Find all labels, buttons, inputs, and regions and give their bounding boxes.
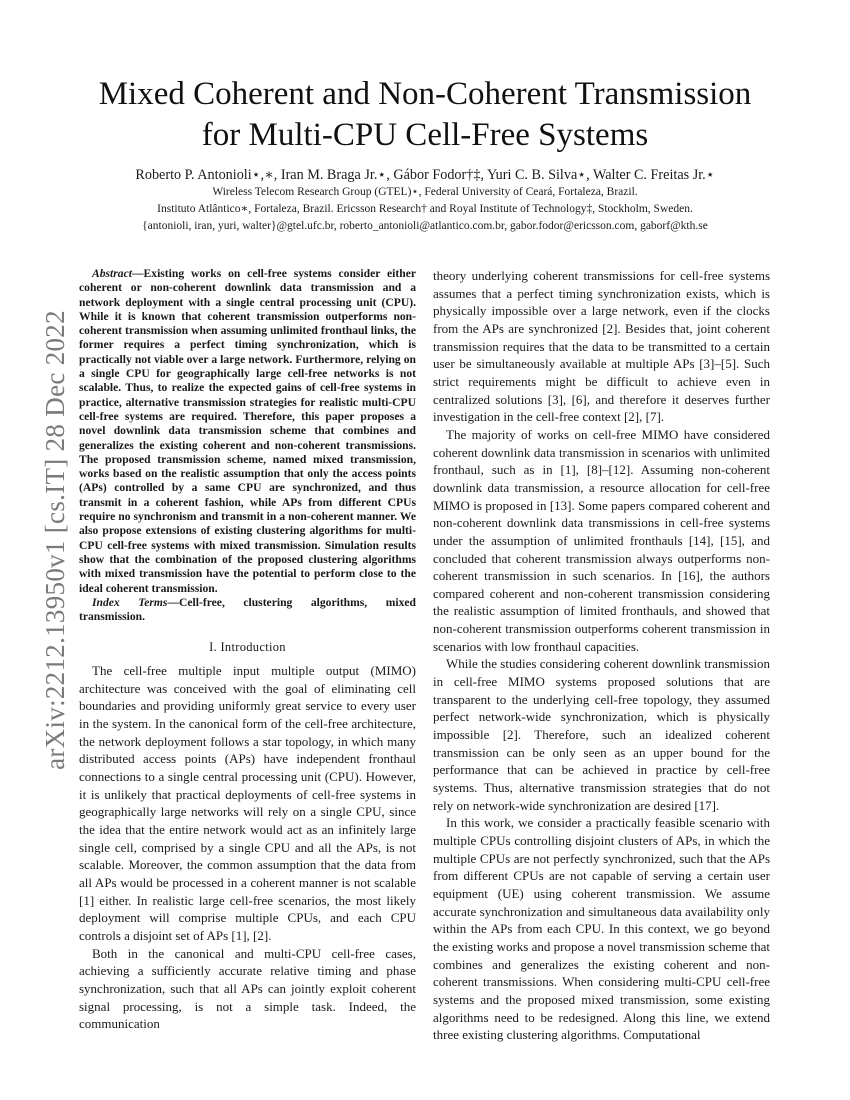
affiliation-line-1: Wireless Telecom Research Group (GTEL)⋆, Federal University of Ceará, Fortaleza, Brazil. (212, 186, 638, 198)
affiliation-line-2: Instituto Atlântico∗, Fortaleza, Brazil. Ericsson Research† and Royal Institute of Technology‡, Stockholm, Sweden. (157, 203, 693, 215)
body-paragraph: While the studies considering coherent downlink transmission in cell-free MIMO systems proposed solutions that are transparent to the underlying cell-free topology, they assumed perfect network-wide synchronization, which is physically impossible [2]. Therefore, such an idealized coherent transmission can be only seen as an upper bound for the performance that can be achieved in practice by cell-free systems. Thus, alternative transmission strategies that do not rely on network-wide synchronization are desired [17]. (433, 656, 770, 813)
abstract-text: —Existing works on cell-free systems consider either coherent or non-coherent downlink data transmission and a network deployment with a single central processing unit (CPU). While it is known that coherent transmission outperforms non-coherent transmission when assuming unlimited fronthaul links, the former requires a perfect timing synchronization, which is practically not viable over a large network. Furthermore, relying on a single CPU for geographically large cell-free networks is not scalable. Thus, to realize the expected gains of cell-free systems in practice, alternative transmission strategies for realistic multi-CPU cell-free systems are required. Therefore, this paper proposes a novel downlink data transmission scheme that combines and generalizes the existing coherent and non-coherent transmissions. The proposed transmission scheme, named mixed transmission, works based on the realistic assumption that only the access points (APs) controlled by a same CPU are synchronized, and thus transmit in a coherent fashion, while APs from different CPUs require no synchronism and transmit in a non-coherent manner. We also propose extensions of existing clustering algorithms for multi-CPU cell-free systems with mixed transmission. Simulation results show that the combination of the proposed clustering algorithms with mixed transmission have the potential to perform close to the ideal coherent transmission. (79, 267, 416, 595)
body-paragraph: Both in the canonical and multi-CPU cell-free cases, achieving a sufficiently accurate relative timing and phase synchronization, such that all APs can jointly exploit coherent signal processing, is not a simple task. Indeed, the communication (79, 945, 416, 1032)
right-column (433, 267, 770, 1044)
author-list: Roberto P. Antonioli⋆,∗, Iran M. Braga Jr.⋆, Gábor Fodor†‡, Yuri C. B. Silva⋆, Walter C. Freitas Jr.⋆ (135, 167, 715, 183)
paper-title (60, 74, 790, 156)
index-terms-text: —Cell-free, clustering algorithms, mixed transmission. (79, 595, 416, 624)
index-terms-lead: Index Terms (92, 595, 168, 609)
title-line-2: for Multi-CPU Cell-Free Systems (201, 117, 649, 153)
body-paragraph: The majority of works on cell-free MIMO have considered coherent downlink data transmission in scenarios with unlimited fronthaul, such as in [1], [8]–[12]. Assuming non-coherent downlink data transmission, a resource allocation for cell-free MIMO is proposed in [13]. Some papers compared coherent and non-coherent downlink data transmissions in cell-free systems under the assumption of unlimited fronthauls [14], [15], and concluded that coherent transmission always outperforms non-coherent transmission in such scenarios. In [16], the authors compared coherent and non-coherent transmission considering the realistic assumption of limited fronthauls, and showed that non-coherent transmission outperforms coherent transmission in scenarios with low fronthaul capacities. (433, 426, 770, 654)
body-paragraph: In this work, we consider a practically feasible scenario with multiple CPUs controlling disjoint clusters of APs, in which the multiple CPUs are not perfectly synchronized, such that the APs from different CPUs are not capable of serving a certain user equipment (UE) using coherent transmission. We assume accurate synchronization and simultaneous data availability only within the APs from each CPU. In this context, we go beyond the existing works and propose a novel transmission scheme that combines and generalizes the existing coherent and non-coherent transmissions. When considering multi-CPU cell-free systems and the proposed mixed transmission, some existing algorithms need to be redesigned. Along this line, we extend three existing clustering algorithms. Computational (433, 815, 770, 1043)
body-paragraph: theory underlying coherent transmissions for cell-free systems assumes that a perfect timing synchronization exists, which is physically impossible over a large network, even if the clocks from the APs are synchronized [2]. Besides that, joint coherent transmission requires that the data to be transmitted to a certain user be simultaneously available at multiple APs [3]–[5]. Such strict requirements might be difficult to achieve even in centralized solutions [3], [6], and therefore it deserves further investigation in the cell-free context [2], [7]. (433, 268, 770, 425)
arxiv-stamp: arXiv:2212.13950v1 [cs.IT] 28 Dec 2022 (40, 310, 70, 770)
affiliation-emails: {antonioli, iran, yuri, walter}@gtel.ufc.br, roberto_antonioli@atlantico.com.br, gabor.fodor@ericsson.com, gaborf@kth.se (142, 220, 708, 232)
affiliations (60, 184, 790, 235)
abstract-lead: Abstract (92, 267, 132, 280)
index-terms (79, 596, 416, 625)
title-line-1: Mixed Coherent and Non-Coherent Transmission (98, 76, 752, 112)
body-paragraph: The cell-free multiple input multiple output (MIMO) architecture was conceived with the goal of eliminating cell boundaries and providing uniformly great service to every user in the system. In the canonical form of the cell-free architecture, the network deployment follows a star topology, in which many distributed access points (APs) have independent fronthaul connections to a single central processing unit (CPU). However, it is unlikely that practical deployments of cell-free systems in geographically large networks will rely on a single CPU, since the idea that the entire network would act as an infinitely large single cell, comprised by a single CPU and all the APs, is not scalable. Moreover, the common assumption that the data from all APs would be processed in a coherent manner is not scalable [1] either. In realistic large cell-free scenarios, the most likely deployment will comprise multiple CPUs, and each CPU controls a disjoint set of APs [1], [2]. (79, 663, 416, 943)
left-column (79, 267, 416, 1033)
section-heading-introduction: I. Introduction (209, 640, 286, 655)
abstract (79, 267, 416, 596)
